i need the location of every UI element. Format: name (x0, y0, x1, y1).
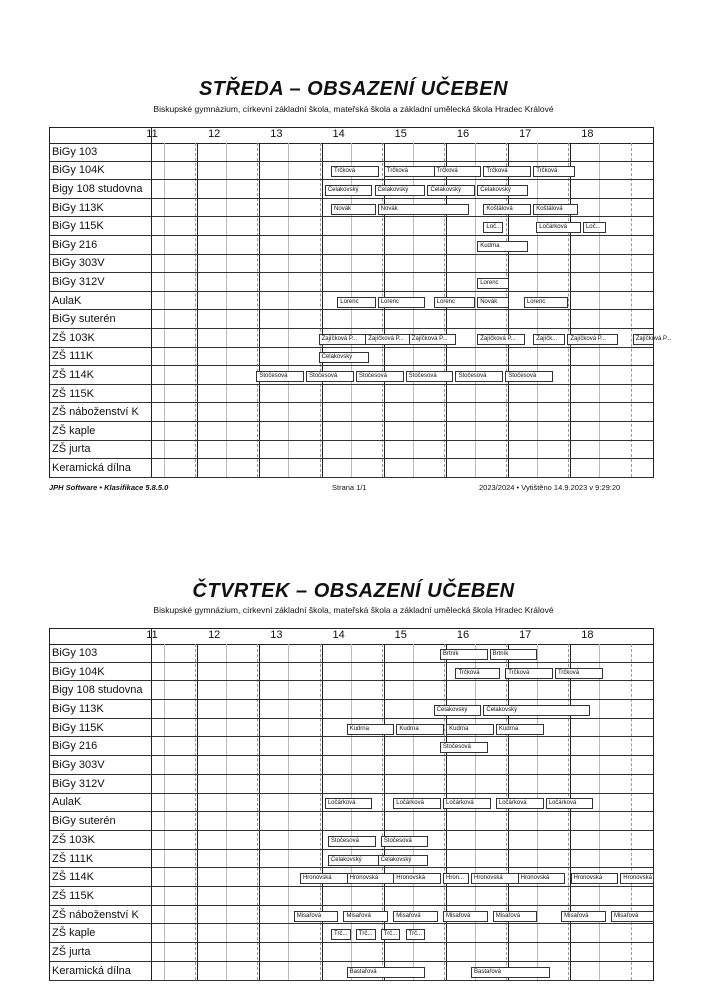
room-name: BiGy 303V (52, 759, 105, 772)
room-row (50, 459, 653, 478)
lesson-block[interactable]: Stočesová (256, 371, 304, 382)
room-name: BiGy suterén (52, 815, 116, 828)
room-name: BiGy suterén (52, 313, 116, 326)
room-row (50, 385, 653, 404)
room-name: ZŠ jurta (52, 443, 91, 456)
lesson-block[interactable]: Novák (477, 297, 509, 308)
footer-software: JPH Software • Klasifikace 5.8.5.0 (49, 483, 169, 492)
room-name: BiGy 103 (52, 145, 98, 158)
room-name: ZŠ 103K (52, 833, 95, 846)
lesson-block[interactable]: Kudrna (496, 724, 544, 735)
page-title: ČTVRTEK – OBSAZENÍ UČEBEN (192, 580, 515, 602)
lesson-block[interactable]: Hronovská (471, 873, 519, 884)
lesson-block[interactable]: Brtník (490, 649, 538, 660)
footer-printed: 2023/2024 • Vytištěno 14.9.2023 v 9:29:20 (479, 483, 621, 492)
room-row (50, 887, 653, 906)
lesson-block[interactable]: Stočesová (381, 836, 429, 847)
hour-label: 15 (394, 128, 407, 140)
room-name: ZŠ kaple (52, 927, 96, 940)
lesson-block[interactable]: Kudrna (477, 241, 528, 252)
lesson-block[interactable]: Koštálová (483, 204, 531, 215)
lesson-block[interactable]: Čelakovský (378, 855, 429, 866)
page-title: STŘEDA – OBSAZENÍ UČEBEN (198, 78, 509, 100)
lesson-block[interactable]: Zajíčková P... (477, 334, 525, 345)
room-name: ZŠ 103K (52, 331, 95, 344)
room-row (50, 925, 653, 944)
lesson-block[interactable]: Trč... (381, 929, 401, 940)
lesson-block[interactable]: Ločárková (443, 798, 491, 809)
lesson-block[interactable]: Trč... (331, 929, 351, 940)
lesson-block[interactable]: Čelakovský (328, 855, 379, 866)
room-name: Keramická dílna (52, 964, 131, 977)
lesson-block[interactable]: Čelakovský (434, 705, 482, 716)
lesson-block[interactable]: Hronovská (620, 873, 654, 884)
room-name: BiGy 113K (52, 201, 104, 214)
hour-label: 12 (208, 629, 221, 641)
hour-label: 18 (581, 629, 594, 641)
room-row (50, 310, 653, 329)
lesson-block[interactable]: Zajíčková P... (319, 334, 367, 345)
room-name: ZŠ náboženství K (52, 406, 139, 419)
room-row (50, 943, 653, 962)
lesson-block[interactable]: Stočesová (406, 371, 454, 382)
lesson-block[interactable]: Bastařová (347, 967, 426, 978)
room-name: Bigy 108 studovna (52, 182, 143, 195)
hour-label: 13 (270, 128, 283, 140)
lesson-block[interactable]: Stočesová (455, 371, 503, 382)
hour-header (50, 629, 653, 645)
hour-label: 15 (394, 629, 407, 641)
room-name: BiGy 115K (52, 721, 104, 734)
lesson-block[interactable]: Čelakovský (319, 352, 370, 363)
lesson-block[interactable]: Ločárková (325, 798, 373, 809)
room-row (50, 756, 653, 775)
lesson-block[interactable]: Trčková (384, 166, 438, 177)
lesson-block[interactable]: Lorenc (477, 278, 509, 289)
lesson-block[interactable]: Stočesová (356, 371, 404, 382)
room-name: ZŠ 111K (52, 350, 94, 363)
lesson-block[interactable]: Trčková (434, 166, 482, 177)
lesson-block[interactable]: Lorenc (434, 297, 475, 308)
hour-label: 14 (332, 629, 345, 641)
lesson-block[interactable]: Ločárková (536, 222, 581, 233)
lesson-block[interactable]: Trčková (555, 668, 603, 679)
room-name: BiGy 312V (52, 777, 105, 790)
lesson-block[interactable]: Kudrna (347, 724, 395, 735)
lesson-block[interactable]: Zajíčk... (533, 334, 565, 345)
lesson-block[interactable]: Trč... (406, 929, 426, 940)
lesson-block[interactable]: Misařová (443, 911, 488, 922)
room-row (50, 812, 653, 831)
lesson-block[interactable]: Ločárková (496, 798, 544, 809)
lesson-block[interactable]: Hronovská (393, 873, 441, 884)
room-name: ZŠ 114K (52, 368, 94, 381)
lesson-block[interactable]: Stočesová (328, 836, 376, 847)
lesson-block[interactable]: Ločárková (393, 798, 441, 809)
lesson-block[interactable]: Misařová (343, 911, 388, 922)
lesson-block[interactable]: Brtník (440, 649, 488, 660)
room-name: BiGy 104K (52, 665, 105, 678)
room-row (50, 644, 653, 663)
lesson-block[interactable]: Misařová (611, 911, 654, 922)
room-name: BiGy 104K (52, 164, 105, 177)
room-row (50, 681, 653, 700)
lesson-block[interactable]: Čelakovský (483, 705, 590, 716)
room-name: ZŠ náboženství K (52, 908, 139, 921)
room-name: BiGy 216 (52, 740, 98, 753)
lesson-block[interactable]: Hron... (443, 873, 469, 884)
lesson-block[interactable]: Čelakovský (427, 185, 475, 196)
lesson-block[interactable]: Zajíčková P... (567, 334, 618, 345)
lesson-block[interactable]: Trč... (356, 929, 376, 940)
hour-label: 18 (581, 128, 594, 140)
school-subtitle: Biskupské gymnázium, církevní základní škola, mateřská škola a základní umělecká škola Hradec Králové (153, 605, 554, 615)
lesson-block[interactable]: Kudrna (446, 724, 494, 735)
lesson-block[interactable]: Zajíčková P... (365, 334, 410, 345)
hour-label: 16 (456, 128, 470, 140)
room-row (50, 143, 653, 162)
hour-label: 11 (146, 629, 158, 641)
room-occupancy-grid (49, 628, 654, 981)
lesson-block[interactable]: Čelakovský (325, 185, 373, 196)
room-row (50, 273, 653, 292)
lesson-block[interactable]: Hronovská (518, 873, 566, 884)
room-row (50, 775, 653, 794)
room-name: AulaK (52, 294, 82, 307)
lesson-block[interactable]: Bastařová (471, 967, 550, 978)
lesson-block[interactable]: Čelakovský (477, 185, 528, 196)
hour-label: 14 (332, 128, 345, 140)
room-name: BiGy 103 (52, 646, 98, 659)
room-name: ZŠ 115K (52, 387, 94, 400)
lesson-block[interactable]: Stočesová (505, 371, 553, 382)
lesson-block[interactable]: Misařová (294, 911, 339, 922)
room-row (50, 441, 653, 460)
room-row (50, 255, 653, 274)
room-name: BiGy 312V (52, 275, 105, 288)
lesson-block[interactable]: Hronovská (300, 873, 348, 884)
room-name: ZŠ 115K (52, 889, 94, 902)
lesson-block[interactable]: Stočesová (306, 371, 354, 382)
lesson-block[interactable]: Hronovská (347, 873, 395, 884)
lesson-block[interactable]: Loč... (483, 222, 503, 233)
room-name: ZŠ 114K (52, 871, 94, 884)
footer-page-number: Strana 1/1 (332, 483, 367, 492)
school-subtitle: Biskupské gymnázium, církevní základní škola, mateřská škola a základní umělecká škola Hradec Králové (153, 104, 554, 114)
lesson-block[interactable]: Ločárková (546, 798, 594, 809)
lesson-block[interactable]: Lorenc (378, 297, 426, 308)
lesson-block[interactable]: Misařová (493, 911, 538, 922)
room-name: Keramická dílna (52, 461, 131, 474)
room-name: AulaK (52, 796, 82, 809)
lesson-block[interactable]: Trčková (331, 166, 379, 177)
room-name: ZŠ kaple (52, 424, 96, 437)
lesson-block[interactable]: Loč... (583, 222, 606, 233)
room-name: BiGy 216 (52, 238, 98, 251)
lesson-block[interactable]: Trčková (483, 166, 531, 177)
hour-label: 17 (519, 128, 532, 140)
room-name: ZŠ jurta (52, 946, 91, 959)
room-occupancy-grid (49, 127, 672, 478)
room-row (50, 422, 653, 441)
lesson-block[interactable]: Novák (378, 204, 469, 215)
lesson-block[interactable]: Koštálová (533, 204, 578, 215)
room-name: Bigy 108 studovna (52, 684, 143, 697)
lesson-block[interactable]: Čelakovský (375, 185, 426, 196)
lesson-block[interactable]: Kudrna (396, 724, 444, 735)
lesson-block[interactable]: Misařová (393, 911, 438, 922)
lesson-block[interactable]: Trčková (455, 668, 500, 679)
lesson-block[interactable]: Zajíčková P... (409, 334, 457, 345)
room-name: BiGy 115K (52, 220, 104, 233)
hour-label: 13 (270, 629, 283, 641)
hour-header (50, 128, 653, 144)
hour-label: 16 (456, 629, 470, 641)
room-row (50, 403, 653, 422)
lesson-block[interactable]: Trčková (533, 166, 574, 177)
hour-label: 11 (146, 128, 158, 140)
lesson-block[interactable]: Hronovská (571, 873, 619, 884)
room-row (50, 738, 653, 757)
lesson-block[interactable]: Novák (331, 204, 376, 215)
room-name: BiGy 303V (52, 257, 105, 270)
room-name: ZŠ 111K (52, 852, 94, 865)
lesson-block[interactable]: Trčková (505, 668, 553, 679)
hour-label: 12 (208, 128, 221, 140)
room-row (50, 236, 653, 255)
lesson-block[interactable]: Stočesová (440, 742, 488, 753)
lesson-block[interactable]: Lorenc (524, 297, 569, 308)
lesson-block[interactable]: Misařová (561, 911, 606, 922)
lesson-block[interactable]: Lorenc (337, 297, 375, 308)
lesson-block[interactable]: Zajíčková P... (633, 334, 654, 345)
room-name: BiGy 113K (52, 702, 104, 715)
hour-label: 17 (519, 629, 532, 641)
